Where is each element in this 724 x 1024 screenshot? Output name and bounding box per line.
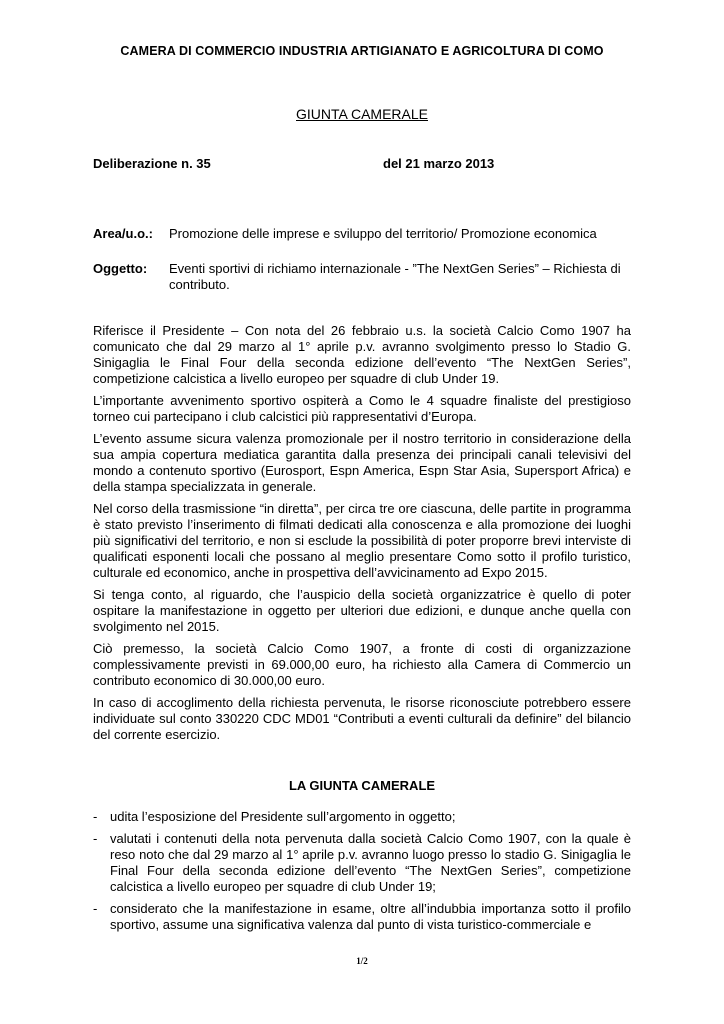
body-paragraph: Si tenga conto, al riguardo, che l’auspicio della società organizzatrice è quello di poter ospitare la manifestazione in oggetto per ulteriori due edizioni, e dunque anche quella con svolgimento nel 2015.: [93, 587, 631, 634]
body-paragraph: L’evento assume sicura valenza promozionale per il nostro territorio in considerazione della sua ampia copertura mediatica garantita dalla presenza dei principali canali televisivi del mondo a contenuto sportivo (Eurosport, Espn America, Espn Star Asia, Supersport Africa) e della stampa specializzata in generale.: [93, 431, 631, 494]
report-body: [93, 323, 631, 749]
body-paragraph: In caso di accoglimento della richiesta pervenuta, le risorse riconosciute potrebbero essere individuate sul conto 330220 CDC MD01 “Contributi a eventi culturali da definire” del bilancio del corrente esercizio.: [93, 695, 631, 742]
list-item-text: valutati i contenuti della nota pervenuta dalla società Calcio Como 1907, con la quale è reso noto che dal 29 marzo al 1° aprile p.v. avranno luogo presso lo stadio G. Sinigaglia le Final Four della seconda edizione dell’evento “The NextGen Series”, competizione calcistica a livello europeo per squadre di club Under 19;: [110, 831, 631, 894]
section-title: LA GIUNTA CAMERALE: [288, 778, 436, 793]
area-value: Promozione delle imprese e sviluppo del territorio/ Promozione economica: [169, 226, 597, 241]
area-label: Area/u.o.:: [93, 226, 153, 241]
body-paragraph: L’importante avvenimento sportivo ospiterà a Como le 4 squadre finaliste del prestigioso torneo cui partecipano i club calcistici più rappresentativi d’Europa.: [93, 393, 631, 424]
document-title: GIUNTA CAMERALE: [296, 106, 428, 122]
considerations-list: [93, 809, 631, 939]
deliberation-number: Deliberazione n. 35: [93, 156, 211, 171]
body-paragraph: Nel corso della trasmissione “in diretta”, per circa tre ore ciascuna, delle partite in programma è stato previsto l’inserimento di filmati dedicati alla conoscenza e alla promozione dei luoghi più significativi del territorio, e non si esclude la possibilità di poter proporre brevi interviste di qualificati esponenti locali che possano al meglio presentare Como sotto il profilo turistico, culturale ed economico, anche in prospettiva dell’avvicinamento ad Expo 2015.: [93, 501, 631, 580]
list-item-text: udita l’esposizione del Presidente sull’argomento in oggetto;: [110, 809, 456, 824]
organization-header: CAMERA DI COMMERCIO INDUSTRIA ARTIGIANATO E AGRICOLTURA DI COMO: [120, 44, 604, 58]
bullet-dash: -: [93, 809, 98, 824]
body-paragraph: Ciò premesso, la società Calcio Como 1907, a fronte di costi di organizzazione complessivamente previsti in 69.000,00 euro, ha richiesto alla Camera di Commercio un contributo economico di 30.000,00 euro.: [93, 641, 631, 688]
bullet-dash: -: [93, 901, 98, 916]
bullet-dash: -: [93, 831, 98, 846]
deliberation-date: del 21 marzo 2013: [383, 156, 495, 171]
list-item-text: considerato che la manifestazione in esame, oltre all’indubbia importanza sotto il profilo sportivo, assume una significativa valenza dal punto di vista turistico-commerciale e: [110, 901, 631, 932]
page-number: 1/2: [356, 956, 368, 966]
list-item: [93, 809, 631, 825]
list-item: [93, 901, 631, 933]
subject-value: Eventi sportivi di richiamo internazionale - ”The NextGen Series” – Richiesta di contributo.: [169, 261, 621, 292]
list-item: [93, 831, 631, 895]
subject-label: Oggetto:: [93, 261, 148, 276]
body-paragraph: Riferisce il Presidente – Con nota del 26 febbraio u.s. la società Calcio Como 1907 ha comunicato che dal 29 marzo al 1° aprile p.v. avranno svolgimento presso lo Stadio G. Sinigaglia le Final Four della seconda edizione dell’evento “The NextGen Series”, competizione calcistica a livello europeo per squadre di club Under 19.: [93, 323, 631, 386]
